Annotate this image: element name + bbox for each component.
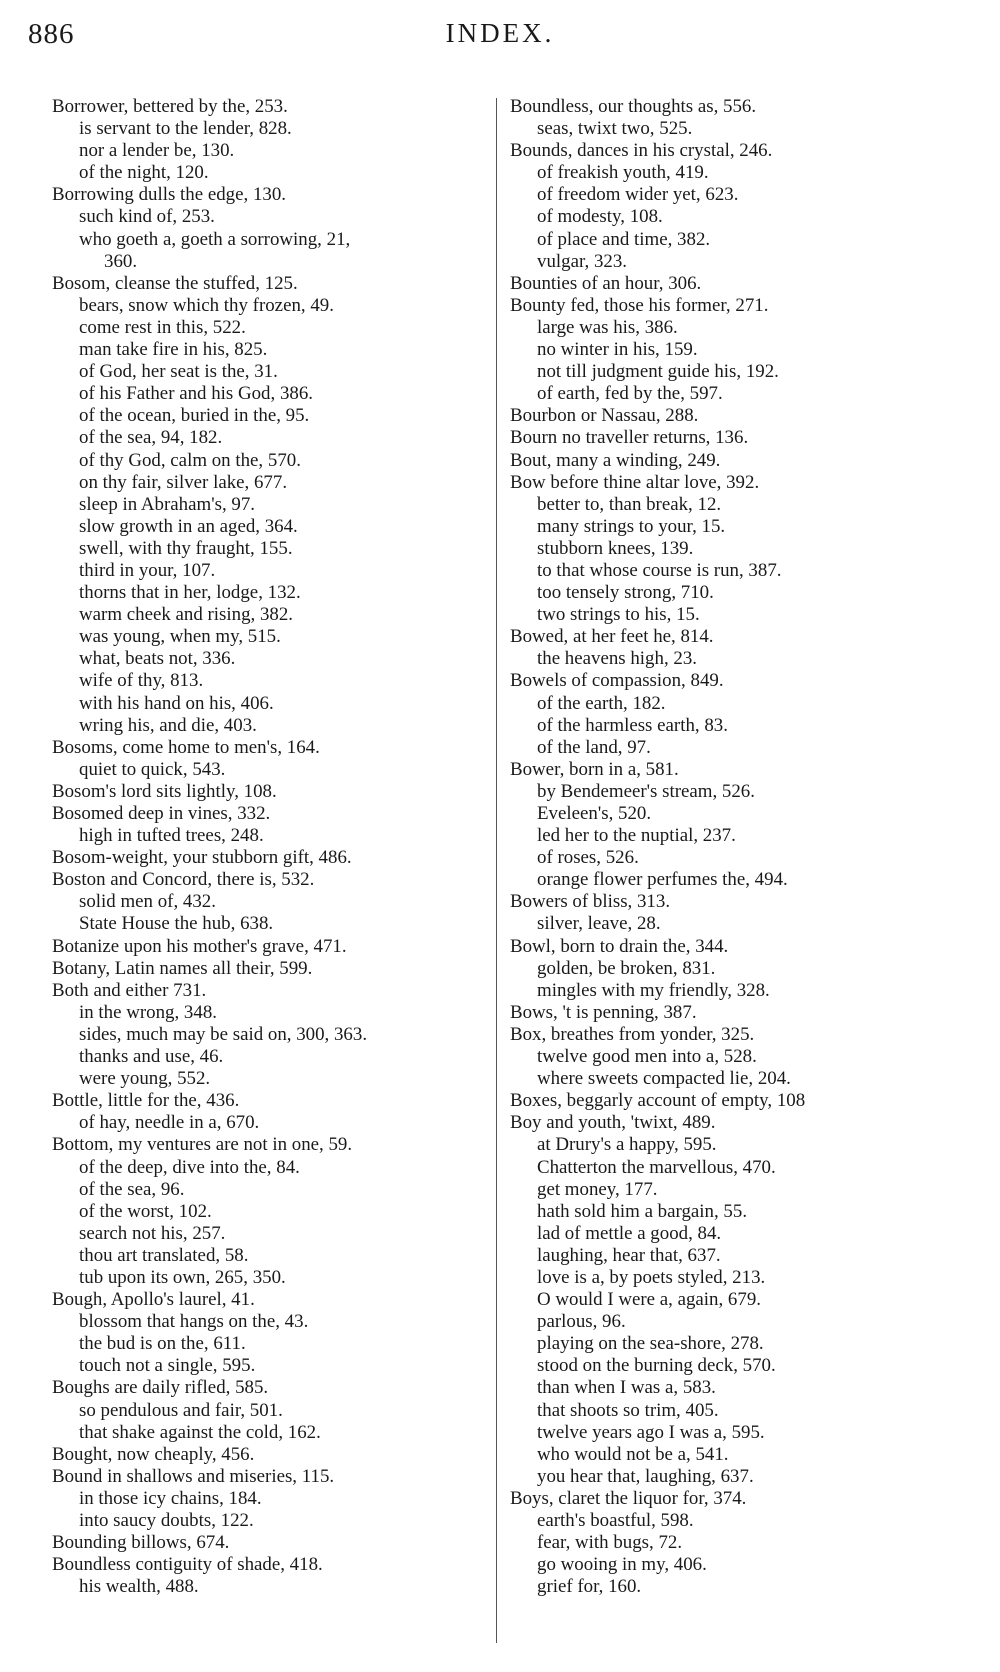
index-subentry: than when I was a, 583. xyxy=(537,1377,716,1399)
index-entry: Bosom, cleanse the stuffed, 125. xyxy=(52,272,298,294)
index-subentry: thou art translated, 58. xyxy=(79,1244,249,1266)
index-entry: Boundless, our thoughts as, 556. xyxy=(510,96,757,117)
index-subentry: of his Father and his God, 386. xyxy=(79,383,314,405)
index-subentry: lad of mettle a good, 84. xyxy=(537,1222,722,1244)
index-continuation: 360. xyxy=(104,250,138,272)
index-subentry: wring his, and die, 403. xyxy=(79,714,257,736)
index-subentry: stubborn knees, 139. xyxy=(537,537,694,559)
index-subentry: no winter in his, 159. xyxy=(537,339,698,361)
index-entry: Bottom, my ventures are not in one, 59. xyxy=(52,1134,353,1156)
index-subentry: of hay, needle in a, 670. xyxy=(79,1112,260,1134)
page-title: INDEX. xyxy=(445,18,555,48)
index-subentry: who goeth a, goeth a sorrowing, 21, xyxy=(79,228,351,250)
column-divider xyxy=(496,98,497,1643)
index-subentry: love is a, by poets styled, 213. xyxy=(537,1266,766,1288)
index-subentry: fear, with bugs, 72. xyxy=(537,1532,683,1554)
index-entry: Bosom-weight, your stubborn gift, 486. xyxy=(52,847,352,869)
index-subentry: quiet to quick, 543. xyxy=(79,758,226,780)
index-entry: Bowed, at her feet he, 814. xyxy=(510,626,714,648)
index-subentry: of thy God, calm on the, 570. xyxy=(79,449,301,471)
index-subentry: parlous, 96. xyxy=(537,1311,626,1333)
index-entry: Both and either 731. xyxy=(52,979,207,1001)
index-subentry: in those icy chains, 184. xyxy=(79,1487,262,1509)
index-subentry: of the land, 97. xyxy=(537,736,651,758)
index-subentry: is servant to the lender, 828. xyxy=(79,118,292,140)
index-subentry: get money, 177. xyxy=(537,1178,658,1200)
index-subentry: so pendulous and fair, 501. xyxy=(79,1399,283,1421)
index-entry: Bounty fed, those his former, 271. xyxy=(510,294,769,316)
index-subentry: vulgar, 323. xyxy=(537,250,628,272)
index-subentry: many strings to your, 15. xyxy=(537,515,726,537)
index-entry: Borrower, bettered by the, 253. xyxy=(52,96,288,117)
index-subentry: seas, twixt two, 525. xyxy=(537,118,693,140)
index-subentry: come rest in this, 522. xyxy=(79,316,246,338)
index-subentry: of the sea, 94, 182. xyxy=(79,427,223,449)
index-subentry: of the worst, 102. xyxy=(79,1200,212,1222)
index-entry: Bowl, born to drain the, 344. xyxy=(510,935,729,957)
index-entry: Bout, many a winding, 249. xyxy=(510,449,721,471)
index-entry: Bounding billows, 674. xyxy=(52,1532,230,1554)
index-entry: Botany, Latin names all their, 599. xyxy=(52,957,313,979)
index-subentry: thorns that in her, lodge, 132. xyxy=(79,582,301,604)
index-subentry: that shoots so trim, 405. xyxy=(537,1399,719,1421)
index-subentry: what, beats not, 336. xyxy=(79,648,236,670)
index-subentry: Eveleen's, 520. xyxy=(537,803,652,824)
index-subentry: blossom that hangs on the, 43. xyxy=(79,1311,309,1333)
index-subentry: on thy fair, silver lake, 677. xyxy=(79,471,288,493)
index-subentry: bears, snow which thy frozen, 49. xyxy=(79,294,334,316)
index-subentry: search not his, 257. xyxy=(79,1222,226,1244)
index-subentry: O would I were a, again, 679. xyxy=(537,1289,761,1311)
index-column-left xyxy=(52,96,492,1598)
index-subentry: hath sold him a bargain, 55. xyxy=(537,1200,748,1222)
index-subentry: thanks and use, 46. xyxy=(79,1046,224,1068)
index-subentry: earth's boastful, 598. xyxy=(537,1510,694,1531)
index-subentry: playing on the sea-shore, 278. xyxy=(537,1333,764,1355)
index-subentry: of freedom wider yet, 623. xyxy=(537,184,739,206)
index-subentry: of earth, fed by the, 597. xyxy=(537,383,723,405)
index-entry: Bourbon or Nassau, 288. xyxy=(510,405,699,427)
index-subentry: the heavens high, 23. xyxy=(537,648,698,670)
index-subentry: stood on the burning deck, 570. xyxy=(537,1355,776,1377)
index-subentry: the bud is on the, 611. xyxy=(79,1333,246,1355)
index-entry: Bosoms, come home to men's, 164. xyxy=(52,736,320,758)
index-column-right xyxy=(510,96,980,1598)
index-subentry: solid men of, 432. xyxy=(79,891,216,913)
index-subentry: who would not be a, 541. xyxy=(537,1443,729,1465)
index-subentry: twelve good men into a, 528. xyxy=(537,1046,757,1068)
index-subentry: of God, her seat is the, 31. xyxy=(79,361,278,383)
index-subentry: where sweets compacted lie, 204. xyxy=(537,1068,791,1090)
index-subentry: too tensely strong, 710. xyxy=(537,582,714,604)
index-subentry: wife of thy, 813. xyxy=(79,670,204,692)
index-subentry: of modesty, 108. xyxy=(537,206,663,228)
page-header xyxy=(0,18,1000,58)
index-subentry: State House the hub, 638. xyxy=(79,913,274,935)
index-entry: Bourn no traveller returns, 136. xyxy=(510,427,749,449)
index-entry: Boxes, beggarly account of empty, 108 xyxy=(510,1090,806,1112)
index-subentry: warm cheek and rising, 382. xyxy=(79,604,294,626)
index-subentry: his wealth, 488. xyxy=(79,1576,199,1598)
index-subentry: silver, leave, 28. xyxy=(537,913,661,935)
index-subentry: slow growth in an aged, 364. xyxy=(79,515,298,537)
index-subentry: golden, be broken, 831. xyxy=(537,957,716,979)
index-subentry: touch not a single, 595. xyxy=(79,1355,256,1377)
index-entry: Bower, born in a, 581. xyxy=(510,758,679,780)
index-subentry: sides, much may be said on, 300, 363. xyxy=(79,1023,368,1045)
index-subentry: of the deep, dive into the, 84. xyxy=(79,1156,300,1178)
index-entry: Bound in shallows and miseries, 115. xyxy=(52,1465,335,1487)
index-entry: Boston and Concord, there is, 532. xyxy=(52,869,315,891)
index-entry: Bounties of an hour, 306. xyxy=(510,272,702,294)
index-subentry: of the harmless earth, 83. xyxy=(537,714,728,736)
index-entry: Bounds, dances in his crystal, 246. xyxy=(510,140,773,162)
index-subentry: of the ocean, buried in the, 95. xyxy=(79,405,310,427)
index-entry: Borrowing dulls the edge, 130. xyxy=(52,184,287,206)
index-entry: Boy and youth, 'twixt, 489. xyxy=(510,1112,716,1134)
index-subentry: by Bendemeer's stream, 526. xyxy=(537,780,755,802)
index-subentry: grief for, 160. xyxy=(537,1576,642,1598)
index-subentry: with his hand on his, 406. xyxy=(79,692,274,714)
index-subentry: was young, when my, 515. xyxy=(79,626,281,648)
index-subentry: into saucy doubts, 122. xyxy=(79,1510,254,1531)
index-subentry: better to, than break, 12. xyxy=(537,493,722,515)
index-subentry: you hear that, laughing, 637. xyxy=(537,1465,754,1487)
index-subentry: sleep in Abraham's, 97. xyxy=(79,493,256,515)
index-subentry: tub upon its own, 265, 350. xyxy=(79,1266,286,1288)
index-entry: Bosom's lord sits lightly, 108. xyxy=(52,780,277,802)
index-subentry: twelve years ago I was a, 595. xyxy=(537,1421,765,1443)
index-subentry: of roses, 526. xyxy=(537,847,639,869)
index-subentry: swell, with thy fraught, 155. xyxy=(79,537,293,559)
index-subentry: in the wrong, 348. xyxy=(79,1001,217,1023)
index-entry: Boys, claret the liquor for, 374. xyxy=(510,1487,747,1509)
index-subentry: third in your, 107. xyxy=(79,559,216,581)
index-entry: Botanize upon his mother's grave, 471. xyxy=(52,935,347,957)
index-entry: Bowels of compassion, 849. xyxy=(510,670,724,692)
index-subentry: of the sea, 96. xyxy=(79,1178,185,1200)
index-entry: Bows, 't is penning, 387. xyxy=(510,1001,697,1023)
index-entry: Bowers of bliss, 313. xyxy=(510,891,671,913)
index-subentry: high in tufted trees, 248. xyxy=(79,825,264,847)
index-subentry: laughing, hear that, 637. xyxy=(537,1244,721,1266)
index-entry: Boughs are daily rifled, 585. xyxy=(52,1377,269,1399)
index-subentry: orange flower perfumes the, 494. xyxy=(537,869,788,891)
index-entry: Bow before thine altar love, 392. xyxy=(510,471,760,493)
index-subentry: of the earth, 182. xyxy=(537,692,666,714)
index-entry: Boundless contiguity of shade, 418. xyxy=(52,1554,323,1576)
index-subentry: such kind of, 253. xyxy=(79,206,215,228)
index-subentry: go wooing in my, 406. xyxy=(537,1554,707,1576)
index-entry: Box, breathes from yonder, 325. xyxy=(510,1023,755,1045)
index-subentry: of place and time, 382. xyxy=(537,228,711,250)
index-subentry: nor a lender be, 130. xyxy=(79,140,235,162)
index-subentry: not till judgment guide his, 192. xyxy=(537,361,779,383)
index-entry: Bough, Apollo's laurel, 41. xyxy=(52,1289,255,1311)
index-subentry: man take fire in his, 825. xyxy=(79,339,268,361)
index-subentry: two strings to his, 15. xyxy=(537,604,700,626)
index-subentry: Chatterton the marvellous, 470. xyxy=(537,1156,776,1178)
index-subentry: of the night, 120. xyxy=(79,162,209,184)
index-subentry: led her to the nuptial, 237. xyxy=(537,825,736,847)
page-number: 886 xyxy=(28,18,75,50)
index-entry: Bosomed deep in vines, 332. xyxy=(52,803,271,824)
index-subentry: mingles with my friendly, 328. xyxy=(537,979,770,1001)
index-subentry: of freakish youth, 419. xyxy=(537,162,709,184)
index-subentry: at Drury's a happy, 595. xyxy=(537,1134,717,1156)
index-subentry: that shake against the cold, 162. xyxy=(79,1421,321,1443)
index-subentry: large was his, 386. xyxy=(537,316,678,338)
index-entry: Bought, now cheaply, 456. xyxy=(52,1443,255,1465)
index-subentry: were young, 552. xyxy=(79,1068,211,1090)
index-subentry: to that whose course is run, 387. xyxy=(537,559,782,581)
index-entry: Bottle, little for the, 436. xyxy=(52,1090,240,1112)
